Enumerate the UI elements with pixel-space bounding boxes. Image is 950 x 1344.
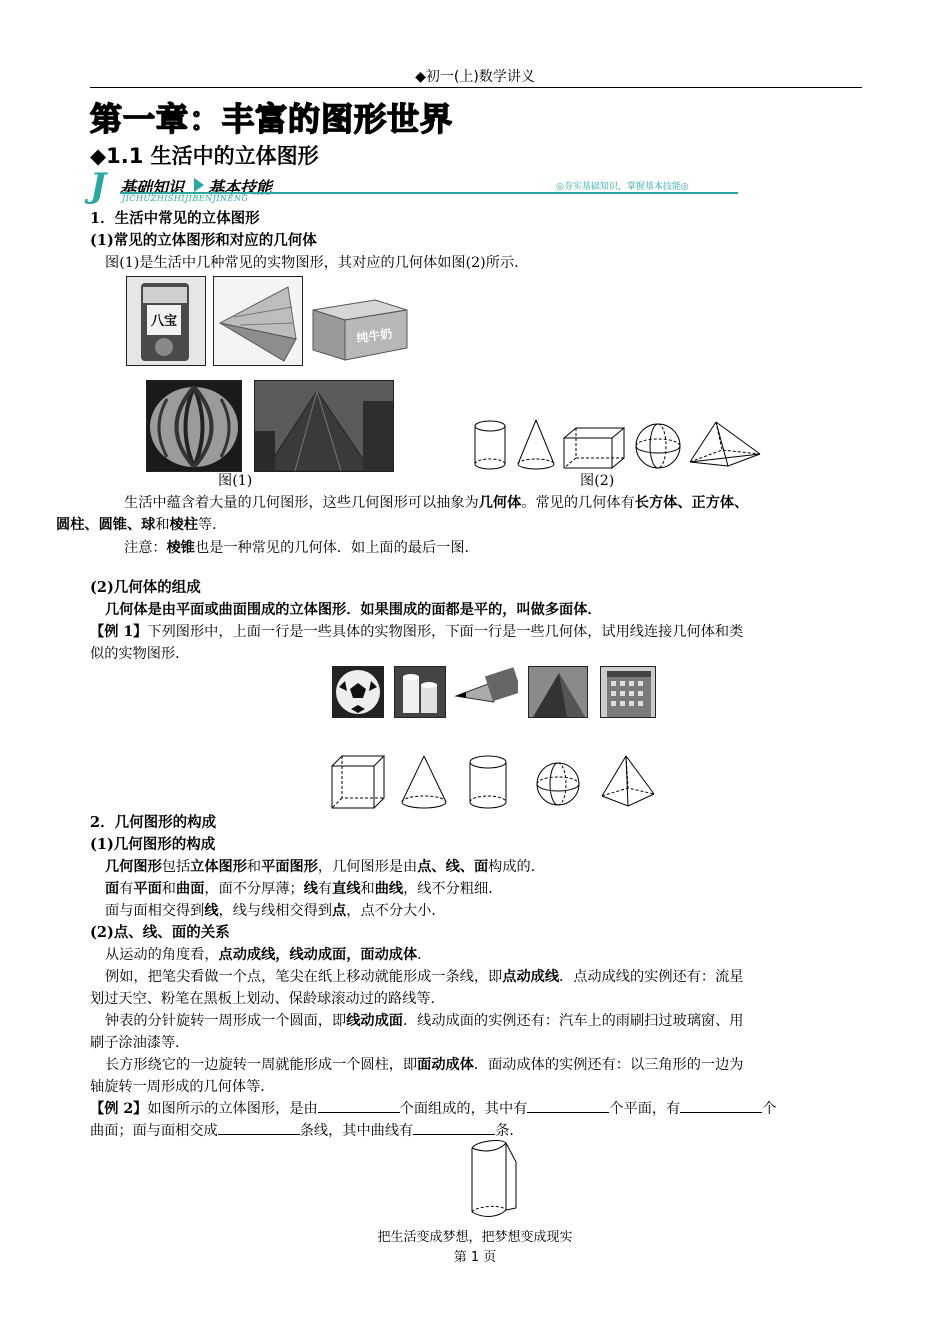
s1-intro: 图(1)是生活中几种常见的实物图形，其对应的几何体如图(2)所示． [105,255,529,271]
example-tag: 【例 2】 [90,1101,148,1117]
term: 几何图形 [105,859,162,875]
answer-blank[interactable] [527,1098,609,1113]
photo-building [600,666,656,718]
text: 钟表的分针旋转一周形成一个圆面，即 [105,1013,347,1029]
half-cylinder-figure [466,1140,522,1222]
text: 轴旋转一周形成的几何体等． [90,1079,275,1095]
text: 生活中蕴含着大量的几何图形，这些几何图形可以抽象为 [124,495,479,511]
solids-figure [466,418,766,474]
text: 长方形绕它的一边旋转一周就能形成一个圆柱，即 [105,1057,418,1073]
s1-heading: 1．生活中常见的立体图形 [90,210,260,227]
answer-blank[interactable] [318,1098,400,1113]
cone-shape [402,756,446,808]
text: 条线，其中曲线有 [299,1123,414,1139]
photo-pencil [454,666,518,716]
term: 平面 [133,881,162,897]
term: 线 [303,881,318,897]
cylinder-shape [470,756,506,808]
text: 和 [155,517,170,533]
text: 划过天空、粉笔在黑板上划动、保龄球滚动过的路线等． [90,991,445,1007]
text: 有 [317,881,333,897]
sphere-shape [636,424,680,468]
s1-sub2: (2)几何体的组成 [90,579,201,596]
term: 几何体 [478,495,522,511]
term: 棱锥 [166,540,195,556]
header-rule [90,87,862,88]
text: 面与面相交得到 [105,903,205,919]
photo-pyramid-building [254,380,394,472]
photo-watermelon [146,380,242,472]
s2-line1 [105,856,545,878]
footer-page: 第 1 页 [453,1250,497,1265]
footer-motto: 把生活变成梦想，把梦想变成现实 [377,1230,573,1245]
text: 个平面，有 [609,1101,681,1117]
cuboid-shape [564,428,624,468]
text: 似的实物图形． [90,646,190,662]
s2-relation1 [105,944,431,966]
banner-pinyin: JICHUZHISHIJIBENJINENG [122,194,249,203]
text: 个 [762,1101,777,1117]
photo-can [126,276,206,366]
term: 点、线、面 [417,859,489,875]
s1-sub1: (1)常见的立体图形和对应的几何体 [90,232,317,249]
fig2-caption: 图(2) [580,473,615,489]
fig1-caption: 图(1) [218,473,253,489]
text: ．线动成面的实例还有：汽车上的雨刷扫过玻璃窗、用 [402,1013,744,1029]
text: ，点不分大小． [346,903,446,919]
photo-pyramid [528,666,588,718]
cube-shape [332,756,384,808]
text: 有 [119,881,134,897]
s1-note [124,537,479,559]
can-label: 八宝 [150,314,178,329]
text: 注意： [124,540,167,556]
term: 线 [204,903,219,919]
text: ．点动成线的实例还有：流星 [559,969,744,985]
text: 和 [246,859,262,875]
answer-blank[interactable] [680,1098,762,1113]
s2-relation3 [90,1010,870,1054]
text: 和 [161,881,176,897]
s1-paragraph [56,492,862,536]
text: 条． [495,1123,524,1139]
cone-shape [518,420,554,469]
term: 曲线 [374,881,404,897]
banner-arrow [194,178,204,192]
term: 面动成体 [417,1057,474,1073]
text: 包括 [161,859,191,875]
s2-sub2: (2)点、线、面的关系 [90,924,230,941]
milk-box-label: 纯牛奶 [355,326,394,346]
term: 长方体、正方体、 [634,495,749,511]
term: 圆柱、圆锥、球 [56,517,156,533]
text: 。常见的几何体有 [521,495,635,511]
text: 和 [360,881,375,897]
pyramid-shape [602,756,654,806]
term: 点动成线 [502,969,560,985]
photo-candles [394,666,446,718]
banner-main: 基础知识 [120,178,185,197]
example1-solids [328,752,658,812]
text: ，线与线相交得到 [218,903,333,919]
text: 构成的． [488,859,545,875]
term: 面 [105,881,120,897]
cylinder-shape [475,421,505,469]
photo-cone [213,276,303,366]
text: 如图所示的立体图形，是由 [147,1101,318,1117]
text: 刷子涂油漆等． [90,1035,190,1051]
s1-definition: 几何体是由平面或曲面围成的立体图形．如果围成的面都是平的，叫做多面体． [105,602,602,618]
s2-line2 [105,878,502,900]
text: 等． [197,517,227,533]
term: 立体图形 [190,859,247,875]
term: 线动成面 [346,1013,403,1029]
text: ． [417,947,432,963]
term: 点动成线，线动成面，面动成体 [218,947,418,963]
text: ，几何图形是由 [317,859,418,875]
answer-blank[interactable] [413,1120,495,1135]
term: 点 [332,903,347,919]
text: ，线不分粗细． [403,881,503,897]
text: 例如，把笔尖看做一个点，笔尖在纸上移动就能形成一条线，即 [105,969,503,985]
text: 曲面；面与面相交成 [90,1123,218,1139]
s2-heading: 2．几何图形的构成 [90,814,217,831]
s2-relation2 [90,966,870,1010]
s2-sub1: (1)几何图形的构成 [90,836,216,853]
photo-milk-box [309,296,409,362]
answer-blank[interactable] [218,1120,300,1135]
example-tag: 【例 1】 [90,624,148,640]
s2-relation4 [90,1054,870,1098]
example-1 [90,621,862,665]
banner-underline [120,192,738,194]
section-title: ◆1.1 生活中的立体图形 [90,144,319,168]
sphere-shape [537,763,579,805]
text: ．面动成体的实例还有：以三角形的一边为 [473,1057,744,1073]
s2-line3 [105,900,446,922]
example-2 [90,1098,870,1142]
text: 下列图形中，上面一行是一些具体的实物图形，下面一行是一些几何体，试用线连接几何体和类 [147,624,744,640]
banner-right: ◎夯实基础知识，掌握基本技能◎ [556,182,689,192]
knowledge-banner [90,166,740,206]
pyramid-shape [690,422,760,466]
term: 棱柱 [169,517,198,533]
term: 曲面 [176,881,205,897]
page-header: ◆初一(上)数学讲义 [415,69,535,85]
banner-letter: J [90,166,107,206]
text: ，面不分厚薄； [204,881,304,897]
term: 直线 [332,881,361,897]
photo-football [332,666,384,718]
term: 平面图形 [261,859,318,875]
chapter-title: 第一章：丰富的图形世界 [90,100,454,138]
text: 也是一种常见的几何体．如上面的最后一图． [194,540,479,556]
text: 从运动的角度看， [105,947,219,963]
text: 个面组成的，其中有 [399,1101,528,1117]
banner-sub: 基本技能 [208,178,273,197]
